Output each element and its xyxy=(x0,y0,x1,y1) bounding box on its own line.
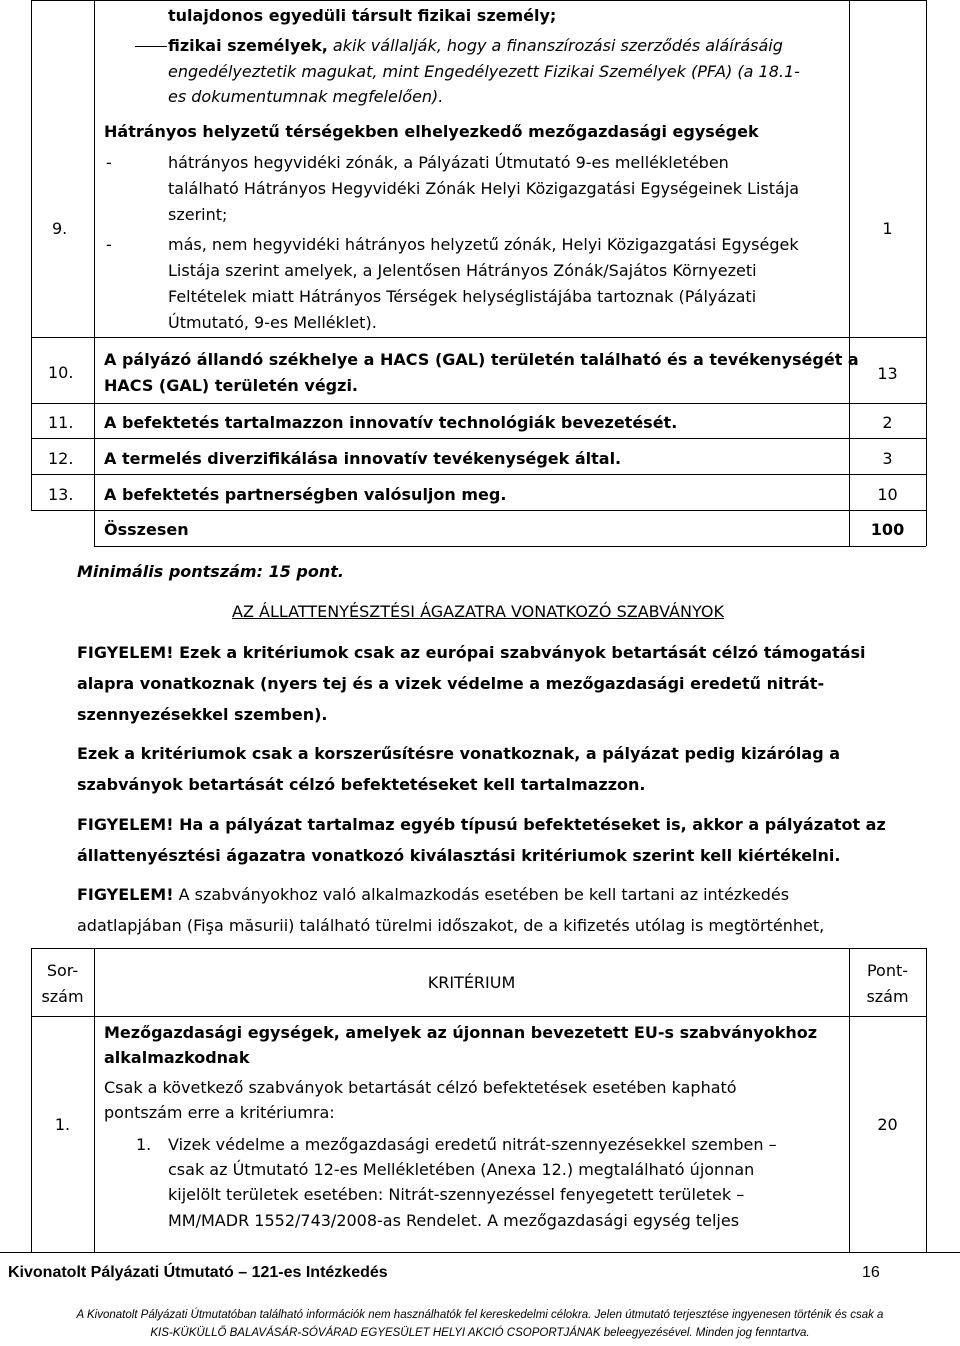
row-points: 10 xyxy=(877,485,898,504)
minimum-score: Minimális pontszám: 15 pont. xyxy=(77,562,344,581)
row-text: fizikai személyek, akik vállalják, hogy a finanszírozási szerződés aláírásáig xyxy=(168,36,783,55)
row-number: 1. xyxy=(54,1115,71,1134)
table-border xyxy=(31,403,926,404)
row-text: kijelölt területek esetében: Nitrát-szennyezéssel fenyegetett területek – xyxy=(168,1185,745,1204)
paragraph-line: szennyezésekkel szemben). xyxy=(77,705,328,724)
list-number: 1. xyxy=(136,1135,152,1154)
row-number: 11. xyxy=(48,413,74,432)
header-points: szám xyxy=(866,987,909,1006)
row-text: HACS (GAL) területén végzi. xyxy=(104,376,358,395)
header-number: Sor- xyxy=(46,961,79,980)
paragraph-line: FIGYELEM! Ha a pályázat tartalmaz egyéb típusú befektetéseket is, akkor a pályázatot az xyxy=(77,815,886,834)
page-number: 16 xyxy=(862,1264,880,1281)
header-points: Pont- xyxy=(866,961,909,980)
row-points: 20 xyxy=(877,1115,898,1134)
paragraph-line: állattenyésztési ágazatra vonatkozó kiválasztási kritériumok szerint kell kiértékelni. xyxy=(77,846,841,865)
table-border xyxy=(31,0,926,1)
list-dash: - xyxy=(106,153,112,172)
row-number: 10. xyxy=(48,363,74,382)
table-border xyxy=(31,948,926,949)
row-text: Vizek védelme a mezőgazdasági eredetű nitrát-szennyezésekkel szemben – xyxy=(168,1135,777,1154)
row-text: A befektetés tartalmazzon innovatív technológiák bevezetését. xyxy=(104,413,678,432)
row-heading: Mezőgazdasági egységek, amelyek az újonnan bevezetett EU-s szabványokhoz xyxy=(104,1023,818,1042)
footer-disclaimer: KIS-KÜKÜLLŐ BALAVÁSÁR-SÓVÁRAD EGYESÜLET HELYI AKCIÓ CSOPORTJÁNAK beleegyezésével. Minden jog fenntartva. xyxy=(150,1327,810,1339)
row-text: Csak a következő szabványok betartását célzó befektetések esetében kapható xyxy=(104,1078,737,1097)
total-label: Összesen xyxy=(104,520,189,539)
row-text: szerint; xyxy=(168,205,228,224)
row-points: 2 xyxy=(882,413,893,432)
table-border xyxy=(31,510,926,511)
dash-bullet-icon xyxy=(135,46,167,47)
row-text: A befektetés partnerségben valósuljon meg. xyxy=(104,485,507,504)
table-border xyxy=(94,0,95,546)
table-border xyxy=(31,1016,926,1017)
footer-title: Kivonatolt Pályázati Útmutató – 121-es Intézkedés xyxy=(8,1264,388,1281)
header-criterion: KRITÉRIUM xyxy=(427,973,516,992)
row-text: tulajdonos egyedüli társult fizikai személy; xyxy=(168,6,557,25)
table-border xyxy=(926,948,927,1252)
table-border xyxy=(926,0,927,546)
row-text: pontszám erre a kritériumra: xyxy=(104,1103,335,1122)
row-text: engedélyeztetik magukat, mint Engedélyezett Fizikai Személyek (PFA) (a 18.1- xyxy=(168,62,800,81)
list-dash: - xyxy=(106,235,112,254)
table-border xyxy=(31,474,926,475)
row-number: 12. xyxy=(48,449,74,468)
row-text: található Hátrányos Hegyvidéki Zónák Helyi Közigazgatási Egységeinek Listája xyxy=(168,179,800,198)
row-text: Listája szerint amelyek, a Jelentősen Hátrányos Zónák/Sajátos Környezeti xyxy=(168,261,757,280)
row-text: más, nem hegyvidéki hátrányos helyzetű zónák, Helyi Közigazgatási Egységek xyxy=(168,235,799,254)
footer-disclaimer: A Kivonatolt Pályázati Útmutatóban található információk nem használhatók fel kereskedelmi célokra. Jelen útmutató terjesztése ingyenesen történik és csak a xyxy=(76,1309,884,1321)
row-text: Feltételek miatt Hátrányos Térségek helységlistájába tartoznak (Pályázati xyxy=(168,287,757,306)
row-text: Útmutató, 9-es Melléklet). xyxy=(168,313,377,332)
table-border xyxy=(94,546,926,547)
row-points: 13 xyxy=(877,364,898,383)
header-number: szám xyxy=(41,987,84,1006)
paragraph-line: FIGYELEM! Ezek a kritériumok csak az európai szabványok betartását célzó támogatási xyxy=(77,643,866,662)
row-points: 3 xyxy=(882,449,893,468)
total-points: 100 xyxy=(870,520,905,539)
row-heading: alkalmazkodnak xyxy=(104,1048,250,1067)
table-border xyxy=(31,438,926,439)
row-text: csak az Útmutató 12-es Mellékletében (Anexa 12.) megtalálható újonnan xyxy=(168,1160,755,1179)
table-border xyxy=(31,0,32,510)
row-text: hátrányos hegyvidéki zónák, a Pályázati Útmutató 9-es mellékletében xyxy=(168,153,729,172)
paragraph-line: adatlapjában (Fişa măsurii) található türelmi időszakot, de a kifizetés utólag is megtörténhet, xyxy=(77,916,825,935)
paragraph-line: alapra vonatkoznak (nyers tej és a vizek védelme a mezőgazdasági eredetű nitrát- xyxy=(77,674,825,693)
row-text: A termelés diverzifikálása innovatív tevékenységek által. xyxy=(104,449,622,468)
paragraph-line: Ezek a kritériumok csak a korszerűsítésre vonatkoznak, a pályázat pedig kizárólag a xyxy=(77,744,841,763)
paragraph-line: szabványok betartását célzó befektetéseket kell tartalmazzon. xyxy=(77,775,646,794)
row-text: MM/MADR 1552/743/2008-as Rendelet. A mezőgazdasági egység teljes xyxy=(168,1211,740,1230)
row-text: A pályázó állandó székhelye a HACS (GAL) területén található és a tevékenységét a xyxy=(104,350,859,369)
row-number: 9. xyxy=(52,219,68,238)
row-number: 13. xyxy=(48,485,74,504)
section-title: AZ ÁLLATTENYÉSZTÉSI ÁGAZATRA VONATKOZÓ SZABVÁNYOK xyxy=(232,602,724,621)
table-border xyxy=(31,337,926,338)
footer-rule xyxy=(0,1252,960,1253)
paragraph-line: FIGYELEM! A szabványokhoz való alkalmazkodás esetében be kell tartani az intézkedés xyxy=(77,885,790,904)
row-text: es dokumentumnak megfelelően). xyxy=(168,87,444,106)
row-points: 1 xyxy=(882,219,893,238)
row-heading: Hátrányos helyzetű térségekben elhelyezkedő mezőgazdasági egységek xyxy=(104,122,759,141)
